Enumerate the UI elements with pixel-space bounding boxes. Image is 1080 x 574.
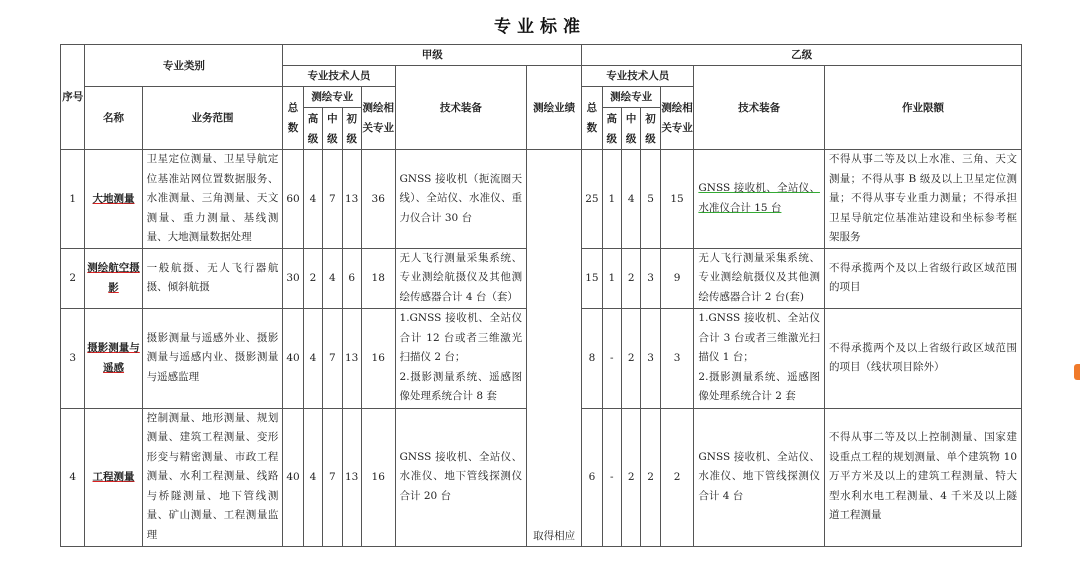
b-related: 3	[660, 308, 694, 408]
b-middle-header: 中级	[621, 108, 640, 150]
a-junior: 13	[342, 408, 361, 546]
b-limit: 不得从事二等及以上水准、三角、天文测量；不得从事 B 级及以上卫星定位测量；不得从事专业重力测量；不得承担卫星导航定位基准站建设和坐标参考框架服务	[824, 150, 1021, 249]
a-total: 30	[283, 248, 303, 308]
b-limit: 不得承揽两个及以上省级行政区域范围的项目	[824, 248, 1021, 308]
b-equipment-line: 2.摄影测量系统、遥感图像处理系统合计 2 套	[698, 370, 820, 403]
b-middle: 2	[621, 308, 640, 408]
b-related: 9	[660, 248, 694, 308]
seq-header: 序号	[61, 45, 85, 150]
b-equipment-header: 技术装备	[694, 66, 825, 150]
a-total: 40	[283, 308, 303, 408]
row-seq: 3	[61, 308, 85, 408]
a-junior: 13	[342, 150, 361, 249]
a-staff-header: 专业技术人员	[283, 66, 395, 87]
a-senior: 4	[303, 150, 322, 249]
grade-b-header: 乙级	[582, 45, 1022, 66]
a-equipment	[395, 308, 527, 408]
row-name: 工程测量	[85, 408, 142, 546]
a-total: 60	[283, 150, 303, 249]
b-junior: 3	[641, 308, 660, 408]
a-middle: 7	[323, 150, 342, 249]
b-junior: 3	[641, 248, 660, 308]
a-related: 16	[361, 308, 395, 408]
b-senior: 1	[602, 150, 621, 249]
b-limit: 不得从事二等及以上控制测量、国家建设重点工程的规划测量、单个建筑物 10 万平方米及以上的建筑工程测量、特大型水利水电工程测量、4 千米及以上隧道工程测量	[824, 408, 1021, 546]
b-survey-major-header: 测绘专业	[602, 87, 660, 108]
page-title: 专业标准	[494, 17, 586, 37]
a-related-header: 测绘相关专业	[361, 87, 395, 150]
row-scope: 摄影测量与遥感外业、摄影测量与遥感内业、摄影测量与遥感监理	[142, 308, 283, 408]
a-middle: 7	[323, 408, 342, 546]
grade-a-header: 甲级	[283, 45, 582, 66]
a-senior-header: 高级	[303, 108, 322, 150]
b-senior: 1	[602, 248, 621, 308]
performance-header: 测绘业绩	[527, 66, 582, 150]
row-seq: 2	[61, 248, 85, 308]
a-related: 18	[361, 248, 395, 308]
b-total-header: 总数	[582, 87, 602, 150]
b-equipment: 无人飞行测量采集系统、专业测绘航摄仪及其他测绘传感器合计 2 台(套)	[694, 248, 825, 308]
a-senior: 4	[303, 408, 322, 546]
row-seq: 4	[61, 408, 85, 546]
a-middle: 4	[323, 248, 342, 308]
row-name: 大地测量	[85, 150, 142, 249]
edge-tab	[1074, 364, 1080, 380]
a-total: 40	[283, 408, 303, 546]
b-total: 6	[582, 408, 602, 546]
scope-header: 业务范围	[142, 87, 283, 150]
b-middle: 2	[621, 408, 640, 546]
b-staff-header: 专业技术人员	[582, 66, 694, 87]
a-related: 36	[361, 150, 395, 249]
a-senior: 2	[303, 248, 322, 308]
b-equipment: GNSS 接收机、全站仪、水准仪合计 15 台	[694, 150, 825, 249]
row-scope: 控制测量、地形测量、规划测量、建筑工程测量、变形形变与精密测量、市政工程测量、水利工程测量、线路与桥隧测量、地下管线测量、矿山测量、工程测量监理	[142, 408, 283, 546]
b-middle: 4	[621, 150, 640, 249]
table-row	[61, 150, 1022, 249]
b-equipment	[694, 308, 825, 408]
a-junior: 13	[342, 308, 361, 408]
limit-header: 作业限额	[824, 66, 1021, 150]
row-seq: 1	[61, 150, 85, 249]
a-equipment: GNSS 接收机（扼流圈天线）、全站仪、水准仪、重力仪合计 30 台	[395, 150, 527, 249]
a-middle-header: 中级	[323, 108, 342, 150]
b-total: 8	[582, 308, 602, 408]
category-header: 专业类别	[85, 45, 283, 87]
b-senior-header: 高级	[602, 108, 621, 150]
b-middle: 2	[621, 248, 640, 308]
a-equipment: GNSS 接收机、全站仪、水准仪、地下管线探测仪合计 20 台	[395, 408, 527, 546]
b-senior: -	[602, 308, 621, 408]
b-junior: 5	[641, 150, 660, 249]
b-limit: 不得承揽两个及以上省级行政区域范围的项目（线状项目除外）	[824, 308, 1021, 408]
b-equipment-line: 1.GNSS 接收机、全站仪合计 3 台或者三维激光扫描仪 1 台；	[698, 312, 820, 364]
a-middle: 7	[323, 308, 342, 408]
performance-cell: 取得相应	[527, 150, 582, 547]
a-senior: 4	[303, 308, 322, 408]
b-related: 2	[660, 408, 694, 546]
a-related: 16	[361, 408, 395, 546]
standards-table	[60, 44, 1022, 547]
a-equipment-line: 1.GNSS 接收机、全站仪合计 12 台或者三维激光扫描仪 2 台；	[399, 312, 523, 364]
b-related-header: 测绘相关专业	[660, 87, 694, 150]
row-name: 摄影测量与遥感	[85, 308, 142, 408]
name-header: 名称	[85, 87, 142, 150]
row-scope: 一般航摄、无人飞行器航摄、倾斜航摄	[142, 248, 283, 308]
row-scope: 卫星定位测量、卫星导航定位基准站网位置数据服务、水准测量、三角测量、天文测量、重力测量、基线测量、大地测量数据处理	[142, 150, 283, 249]
a-equipment-line: 2.摄影测量系统、遥感图像处理系统合计 8 套	[399, 370, 523, 403]
a-total-header: 总数	[283, 87, 303, 150]
b-total: 15	[582, 248, 602, 308]
a-survey-major-header: 测绘专业	[303, 87, 361, 108]
a-junior: 6	[342, 248, 361, 308]
b-equipment: GNSS 接收机、全站仪、水准仪、地下管线探测仪合计 4 台	[694, 408, 825, 546]
a-equipment-header: 技术装备	[395, 66, 527, 150]
b-related: 15	[660, 150, 694, 249]
a-equipment: 无人飞行测量采集系统、专业测绘航摄仪及其他测绘传感器合计 4 台（套）	[395, 248, 527, 308]
b-senior: -	[602, 408, 621, 546]
a-junior-header: 初级	[342, 108, 361, 150]
b-junior-header: 初级	[641, 108, 660, 150]
row-name: 测绘航空摄影	[85, 248, 142, 308]
b-total: 25	[582, 150, 602, 249]
b-junior: 2	[641, 408, 660, 546]
